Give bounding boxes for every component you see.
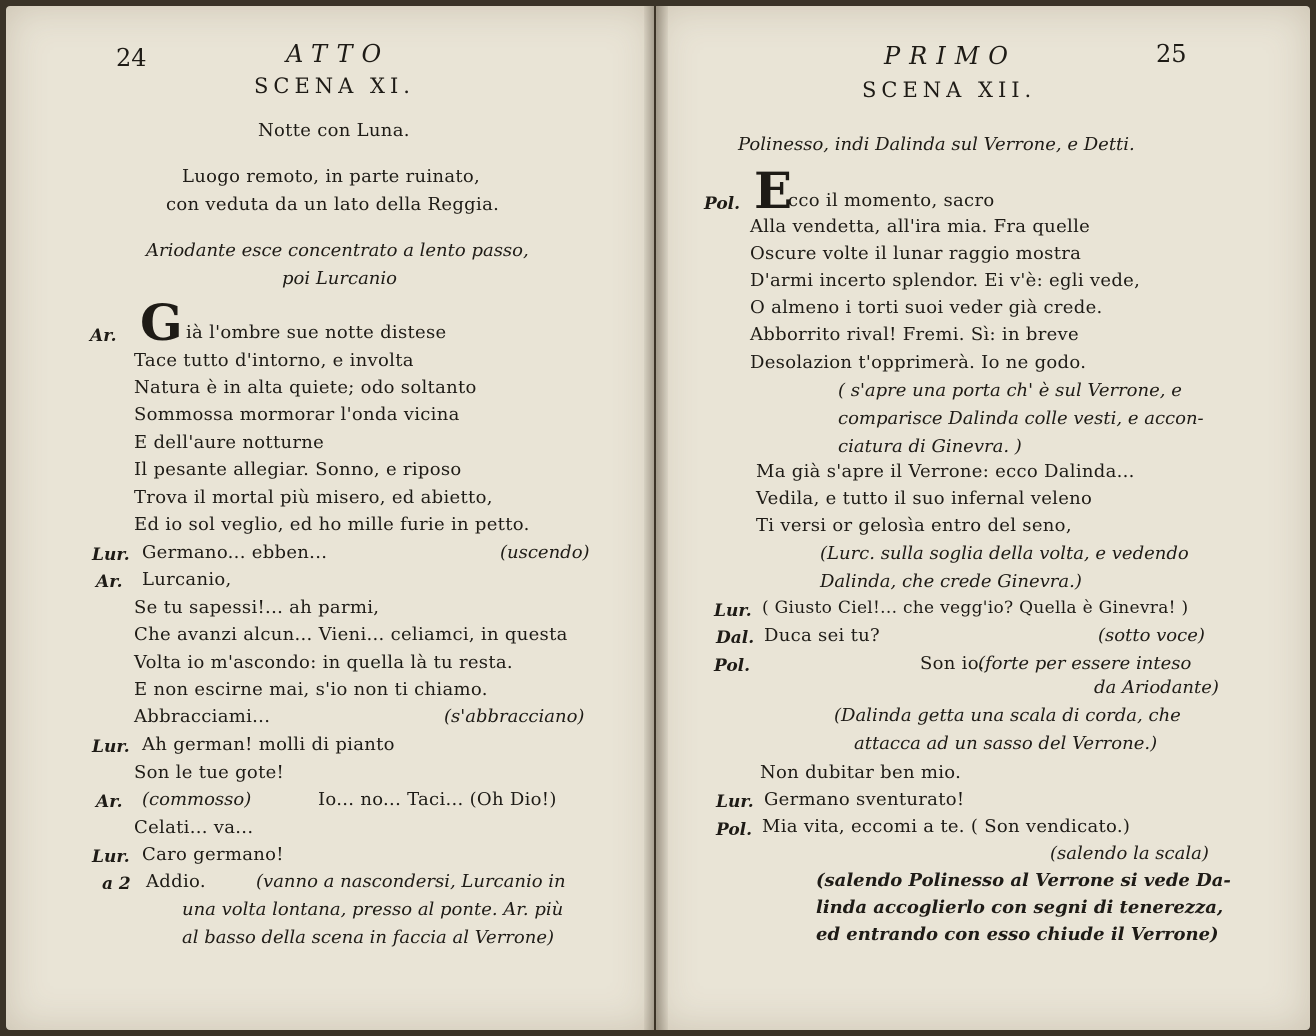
stage-direction: (Dalinda getta una scala di corda, che [834,705,1181,726]
verse-line: Germano sventurato! [764,789,965,810]
verse-line: D'armi incerto splendor. Ei v'è: egli vede, [750,270,1141,291]
verse-line: Abborrito rival! Fremi. Sì: in breve [750,324,1079,345]
verse-line: Ti versi or gelosìa entro del seno, [756,515,1072,536]
verse-line: Il pesante allegiar. Sonno, e riposo [134,459,462,480]
drop-cap: E [754,161,793,220]
verse-line: Desolazion t'opprimerà. Io ne godo. [750,352,1087,373]
speaker-label: Pol. [716,820,753,840]
speaker-label: a 2 [102,874,131,894]
running-head-right: PRIMO [884,42,1017,70]
speaker-label: Dal. [716,628,755,648]
setting-line-2: con veduta da un lato della Reggia. [166,194,500,215]
verse-line: Trova il mortal più misero, ed abietto, [134,487,493,508]
stage-direction: al basso della scena in faccia al Verrone) [182,927,555,948]
stage-direction: ciatura di Ginevra. ) [838,436,1022,457]
stage-direction: ( s'apre una porta ch' è sul Verrone, e [838,380,1182,401]
verse-line: Duca sei tu? [764,625,881,646]
verse-line: Se tu sapessi!... ah parmi, [134,597,380,618]
speaker-label: Pol. [714,656,751,676]
speaker-label: Lur. [92,847,130,867]
stage-direction: linda accoglierlo con segni di tenerezza, [816,897,1224,918]
stage-direction: una volta lontana, presso al ponte. Ar. più [182,899,564,920]
running-head-left: ATTO [286,40,391,68]
verse-line: Son io. [920,653,985,674]
verse-line: Ah german! molli di pianto [142,734,395,755]
speaker-label: Ar. [96,792,123,812]
speaker-label: Pol. [704,194,741,214]
stage-direction: Dalinda, che crede Ginevra.) [820,571,1082,592]
verse-line: ià l'ombre sue notte distese [186,322,447,343]
verse-line: ( Giusto Ciel!... che vegg'io? Quella è Ginevra! ) [762,598,1189,618]
verse-line: Germano... ebben... [142,542,328,563]
verse-line: Oscure volte il lunar raggio mostra [750,243,1082,264]
scene-title-left: SCENA XI. [254,74,415,98]
stage-time: Notte con Luna. [258,120,410,141]
stage-direction: (commosso) [142,789,252,810]
stage-direction: (vanno a nascondersi, Lurcanio in [256,871,566,892]
speaker-label: Lur. [714,601,752,621]
page-number-right: 25 [1156,40,1187,68]
verse-line: E dell'aure notturne [134,432,325,453]
stage-direction: (Lurc. sulla soglia della volta, e vedendo [820,543,1189,564]
verse-line: Abbracciami... [134,706,271,727]
verse-line: Volta io m'ascondo: in quella là tu resta. [134,652,513,673]
stage-direction: attacca ad un sasso del Verrone.) [854,733,1158,754]
entrance-line: Polinesso, indi Dalinda sul Verrone, e Detti. [738,134,1135,155]
entrance-line-1: Ariodante esce concentrato a lento passo, [146,240,529,261]
verse-line: E non escirne mai, s'io non ti chiamo. [134,679,488,700]
speaker-label: Ar. [90,326,117,346]
verse-line: Ed io sol veglio, ed ho mille furie in petto. [134,514,530,535]
stage-direction: (sotto voce) [1098,625,1205,646]
page-number-left: 24 [116,44,147,72]
drop-cap: G [140,293,183,352]
stage-direction: ed entrando con esso chiude il Verrone) [816,924,1219,945]
verse-line: Ma già s'apre il Verrone: ecco Dalinda... [756,461,1135,482]
verse-line: Son le tue gote! [134,762,285,783]
verse-line: Vedila, e tutto il suo infernal veleno [756,488,1093,509]
verse-line: Lurcanio, [142,569,232,590]
verse-line: cco il momento, sacro [788,190,995,211]
verse-line: Natura è in alta quiete; odo soltanto [134,377,477,398]
speaker-label: Lur. [92,545,130,565]
stage-direction: (salendo la scala) [1050,843,1209,864]
verse-line: Addio. [146,871,206,892]
stage-direction: (forte per essere inteso [978,653,1192,674]
verse-line: Mia vita, eccomi a te. ( Son vendicato.) [762,816,1131,837]
stage-direction: (s'abbracciano) [444,706,585,727]
stage-direction: (uscendo) [500,542,590,563]
verse-line: O almeno i torti suoi veder già crede. [750,297,1103,318]
scene-title-right: SCENA XII. [862,78,1037,102]
book-gutter [644,6,668,1030]
verse-line: Che avanzi alcun... Vieni... celiamci, in questa [134,624,568,645]
verse-line: Io... no... Taci... (Oh Dio!) [318,789,557,810]
verse-line: Caro germano! [142,844,284,865]
setting-line-1: Luogo remoto, in parte ruinato, [182,166,481,187]
verse-line: Tace tutto d'intorno, e involta [134,350,414,371]
speaker-label: Lur. [92,737,130,757]
verse-line: Non dubitar ben mio. [760,762,962,783]
speaker-label: Lur. [716,792,754,812]
verse-line: Alla vendetta, all'ira mia. Fra quelle [750,216,1091,237]
verse-line: Sommossa mormorar l'onda vicina [134,404,460,425]
stage-direction: da Ariodante) [1094,677,1219,698]
stage-direction: (salendo Polinesso al Verrone si vede Da- [816,870,1231,891]
stage-direction: comparisce Dalinda colle vesti, e accon- [838,408,1204,429]
verse-line: Celati... va... [134,817,254,838]
speaker-label: Ar. [96,572,123,592]
entrance-line-2: poi Lurcanio [282,268,397,289]
